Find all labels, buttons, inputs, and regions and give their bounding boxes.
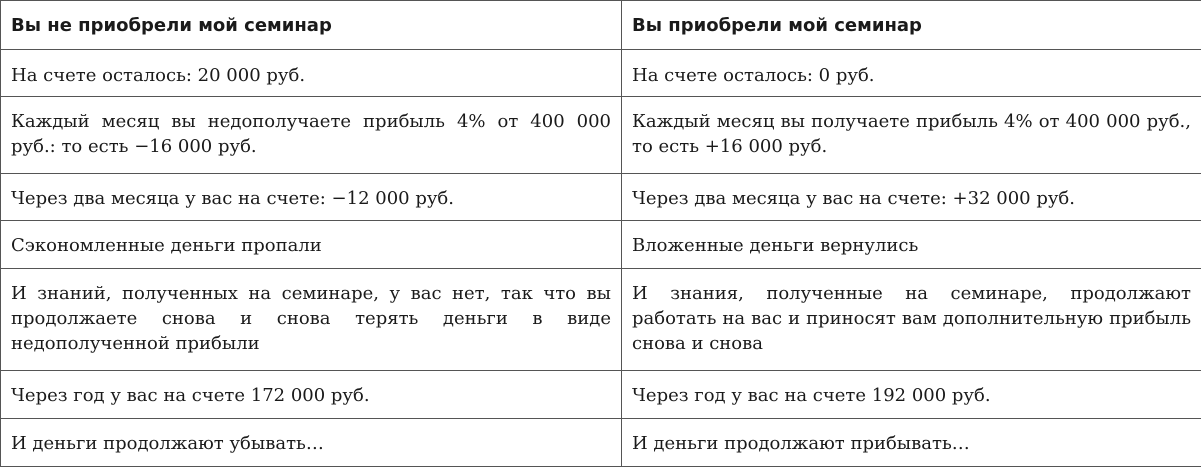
table-row [1,419,1201,467]
header-purchased: Вы приобрели мой семинар [622,1,1201,50]
table-row [1,50,1201,97]
table-header-row [1,1,1201,50]
table-row [1,371,1201,419]
cell-purchased: Через два месяца у вас на счете: +32 000 руб. [622,174,1201,221]
cell-not-purchased: И знаний, полученных на семинаре, у вас нет, так что вы продолжаете снова и снова терять деньги в виде недополученной прибыли [1,269,622,371]
cell-purchased: И деньги продолжают прибывать… [622,419,1201,467]
cell-not-purchased: Через год у вас на счете 172 000 руб. [1,371,622,419]
cell-not-purchased: И деньги продолжают убывать… [1,419,622,467]
cell-purchased: На счете осталось: 0 руб. [622,50,1201,97]
cell-not-purchased: Сэкономленные деньги пропали [1,221,622,269]
cell-purchased: Через год у вас на счете 192 000 руб. [622,371,1201,419]
cell-not-purchased: На счете осталось: 20 000 руб. [1,50,622,97]
cell-purchased: И знания, полученные на семинаре, продолжают работать на вас и приносят вам дополнительную прибыль снова и снова [622,269,1201,371]
table-row [1,221,1201,269]
table-row [1,174,1201,221]
cell-purchased: Вложенные деньги вернулись [622,221,1201,269]
table-row [1,97,1201,174]
cell-not-purchased: Через два месяца у вас на счете: −12 000 руб. [1,174,622,221]
table-row [1,269,1201,371]
cell-not-purchased: Каждый месяц вы недополучаете прибыль 4% от 400 000 руб.: то есть −16 000 руб. [1,97,622,174]
header-not-purchased: Вы не приобрели мой семинар [1,1,622,50]
cell-purchased: Каждый месяц вы получаете прибыль 4% от 400 000 руб., то есть +16 000 руб. [622,97,1201,174]
